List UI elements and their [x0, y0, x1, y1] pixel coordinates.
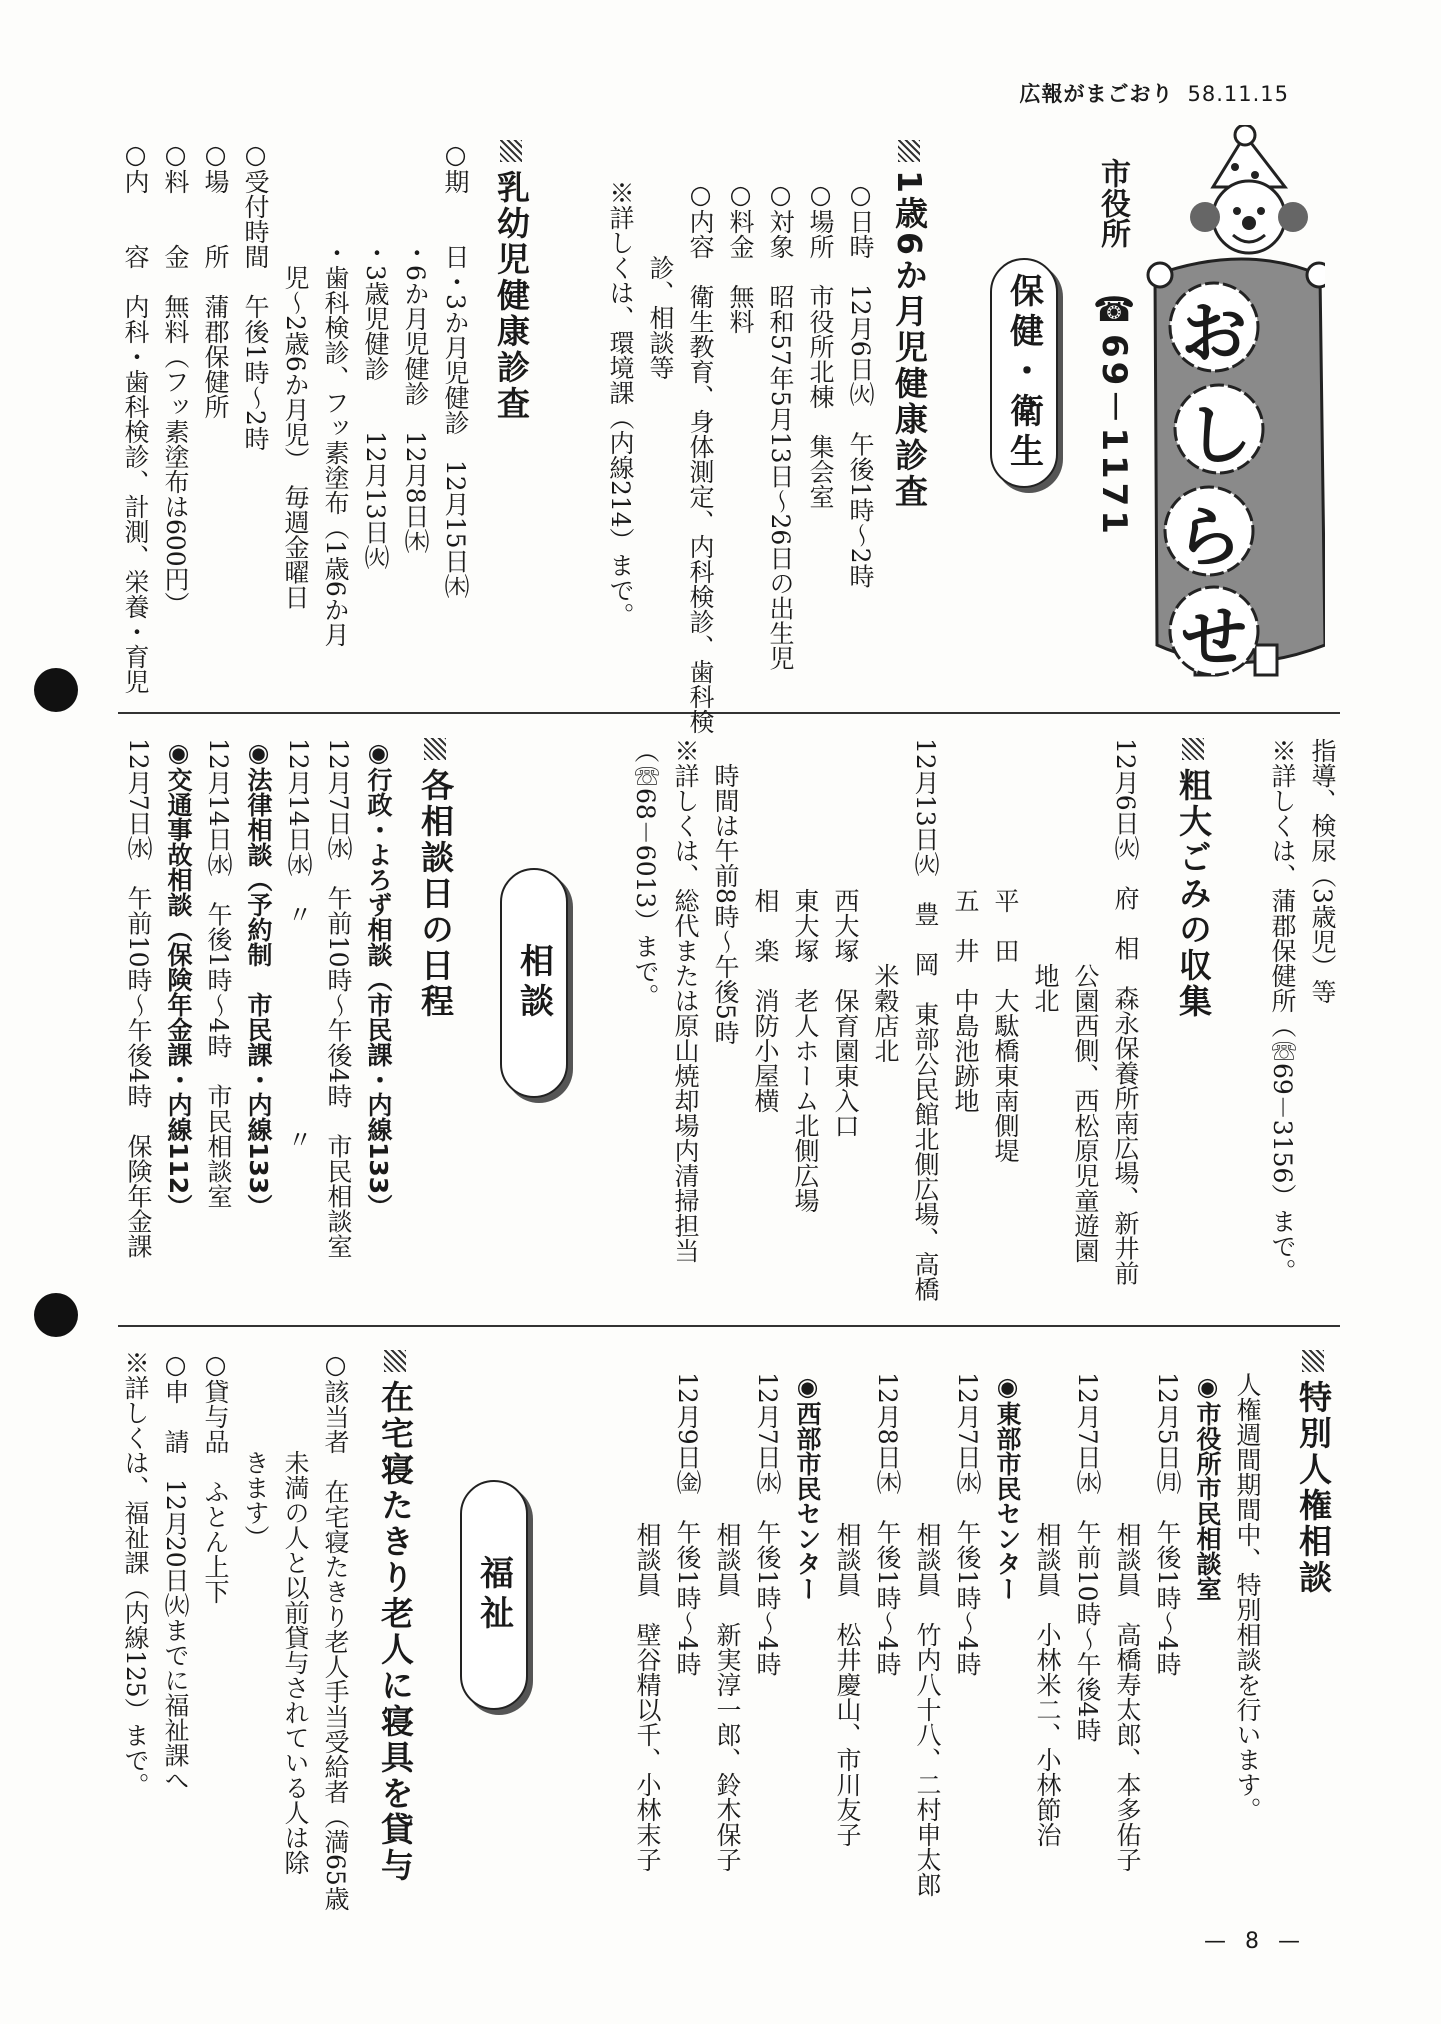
human-rights-line: 相談員 竹内八十八、二村申太郎: [913, 1372, 942, 1897]
page-number: — 8 —: [1204, 1929, 1306, 1954]
category-health: [990, 258, 1058, 488]
osirase-char-2: [1170, 380, 1268, 478]
human-rights-line: 12月5日㈪ 午後1時～4時: [1153, 1372, 1182, 1677]
garbage-line: 相 楽 消防小屋横: [751, 738, 780, 1113]
consult-line: ◉法律相談（予約制 市民課・内線133）: [244, 738, 273, 1220]
garbage-line: 時間は午前8時～午後5時: [711, 738, 740, 1045]
osirase-char-3: [1160, 482, 1258, 580]
welfare-line: ○貸与品 ふとん上下: [201, 1350, 230, 1604]
human-rights-line: 相談員 新実淳一郎、鈴木保子: [713, 1372, 742, 1872]
garbage-body: [625, 738, 1145, 1308]
publication-date: 58.11.15: [1187, 82, 1289, 106]
infant-checkup-line: ・6か月児健診 12月8日㈭: [401, 140, 430, 554]
checkup-18m-line: ○場所 市役所北棟 集会室: [806, 180, 835, 509]
garbage-title: 粗大ごみの収集: [1170, 738, 1217, 1020]
checkup-18m-line: ※詳しくは、環境課（内線214）まで。: [606, 180, 635, 628]
checkup-18m-body: [600, 180, 880, 734]
welfare-line: 未満の人と以前貸与されている人は除: [281, 1350, 310, 1875]
category-welfare-label: 福祉: [473, 1555, 514, 1635]
osirase-char-1-text: お: [1181, 294, 1247, 372]
osirase-char-1: [1165, 278, 1263, 376]
infant-checkup-line: 児～2歳6か月児） 毎週金曜日: [281, 140, 310, 610]
continuation-line: 指導、検尿（3歳児）等: [1308, 738, 1337, 1004]
consult-body: [118, 738, 398, 1308]
category-welfare: [460, 1480, 528, 1710]
consult-line: ◉交通事故相談（保険年金課・内線112）: [164, 738, 193, 1220]
city-hall-label: 市役所: [1095, 158, 1130, 248]
infant-checkup-line: ・歯科検診、フッ素塗布（1歳6か月: [321, 140, 350, 647]
human-rights-line: 12月7日㈬ 午後1時～4時: [753, 1372, 782, 1677]
binder-hole-bottom: [34, 1293, 78, 1337]
section-divider-1: [118, 712, 1340, 714]
checkup-18m-line: 診、相談等: [646, 180, 675, 380]
category-consult-label: 相談: [513, 943, 554, 1023]
consult-title: 各相談日の日程: [412, 738, 459, 1020]
garbage-line: （☏68－6013）まで。: [631, 738, 660, 1009]
infant-checkup-line: ○場 所 蒲郡保健所: [201, 140, 230, 419]
garbage-line: 五 井 中島池跡地: [951, 738, 980, 1113]
continuation-line: ※詳しくは、蒲郡保健所（☏69－3156）まで。: [1268, 738, 1297, 1284]
infant-checkup-body: [115, 140, 475, 700]
section-divider-2: [118, 1325, 1340, 1327]
welfare-line: きます）: [241, 1350, 270, 1550]
human-rights-line: 相談員 壁谷精以千、小林末子: [633, 1372, 662, 1872]
infant-checkup-line: ○内 容 内科・歯科検診、計測、栄養・育児: [121, 140, 150, 694]
garbage-line: 12月6日㈫ 府 相 森永保養所南広場、新井前: [1111, 738, 1140, 1286]
garbage-line: 平 田 大駄橋東南側堤: [991, 738, 1020, 1163]
human-rights-line: 12月8日㈭ 午後1時～4時: [873, 1372, 902, 1677]
human-rights-body: [627, 1372, 1267, 1962]
consult-line: ◉行政・よろず相談（市民課・内線133）: [364, 738, 393, 1220]
health-continuation: [1262, 738, 1342, 1308]
human-rights-line: 人権週間期間中、特別相談を行います。: [1233, 1372, 1262, 1822]
human-rights-line: 12月7日㈬ 午前10時～午後4時: [1073, 1372, 1102, 1743]
osirase-char-3-text: ら: [1176, 498, 1242, 576]
infant-checkup-line: ○料 金 無料（フッ素塗布は600円）: [161, 140, 190, 617]
osirase-char-4: [1165, 582, 1263, 680]
human-rights-line: 12月9日㈮ 午後1時～4時: [673, 1372, 702, 1677]
category-health-label: 保健・衛生: [1003, 273, 1044, 473]
garbage-line: 東大塚 老人ホーム北側広場: [791, 738, 820, 1213]
human-rights-line: ◉市役所市民相談室: [1193, 1372, 1222, 1601]
infant-checkup-title: 乳幼児健康診査: [488, 140, 535, 422]
welfare-title: 在宅寝たきり老人に寝具を貸与: [372, 1350, 419, 1884]
human-rights-line: 相談員 高橋寿太郎、本多佑子: [1113, 1372, 1142, 1872]
human-rights-line: 相談員 松井慶山、市川友子: [833, 1372, 862, 1847]
garbage-line: 米穀店北: [871, 738, 900, 1063]
city-hall-phone: ☎69－1171: [1094, 290, 1134, 538]
infant-checkup-line: ・3歳児健診 12月13日㈫: [361, 140, 390, 570]
consult-line: 12月7日㈬ 午前10時～午後4時 市民相談室: [324, 738, 353, 1259]
category-consult: [500, 868, 568, 1098]
garbage-line: 12月13日㈫ 豊 岡 東部公民館北側広場、高橋: [911, 738, 940, 1302]
human-rights-line: ◉東部市民センター: [993, 1372, 1022, 1601]
checkup-18m-line: ○対象 昭和57年5月13日～26日の出生児: [766, 180, 795, 671]
welfare-body: [115, 1350, 355, 1950]
garbage-line: ※詳しくは、総代または原山焼却場内清掃担当: [671, 738, 700, 1263]
garbage-line: 公園西側、西松原児童遊園: [1071, 738, 1100, 1263]
human-rights-line: ◉西部市民センター: [793, 1372, 822, 1601]
human-rights-line: 相談員 小林米二、小林節治: [1033, 1372, 1062, 1847]
consult-line: 12月7日㈬ 午前10時～午後4時 保険年金課: [124, 738, 153, 1259]
human-rights-title: 特別人権相談: [1290, 1350, 1337, 1596]
infant-checkup-line: ○受付時間 午後1時～2時: [241, 140, 270, 451]
consult-line: 12月14日㈬ 〃 〃: [284, 738, 313, 1152]
infant-checkup-line: ○期 日・3か月児健診 12月15日㈭: [441, 140, 470, 599]
garbage-line: 西大塚 保育園東入口: [831, 738, 860, 1138]
welfare-line: ※詳しくは、福祉課（内線125）まで。: [121, 1350, 150, 1798]
binder-hole-top: [34, 668, 78, 712]
publication-name: 広報がまごおり: [1019, 82, 1174, 106]
osirase-char-2-text: し: [1186, 396, 1252, 474]
garbage-line: 地北: [1031, 738, 1060, 1013]
publication-header: [1019, 78, 1289, 108]
welfare-line: ○申 請 12月20日㈫までに福祉課へ: [161, 1350, 190, 1793]
checkup-18m-line: ○内容 衛生教育、身体測定、内科検診、歯科検: [686, 180, 715, 734]
human-rights-line: 12月7日㈬ 午後1時～4時: [953, 1372, 982, 1677]
checkup-18m-line: ○料金 無料: [726, 180, 755, 334]
welfare-line: ○該当者 在宅寝たきり老人手当受給者（満65歳: [321, 1350, 350, 1911]
checkup-18m-line: ○日時 12月6日㈫ 午後1時～2時: [846, 180, 875, 589]
osirase-char-4-text: せ: [1181, 598, 1247, 676]
checkup-18m-title: 1歳6か月児健康診査: [886, 140, 933, 510]
consult-line: 12月14日㈬ 午後1時～4時 市民相談室: [204, 738, 233, 1209]
